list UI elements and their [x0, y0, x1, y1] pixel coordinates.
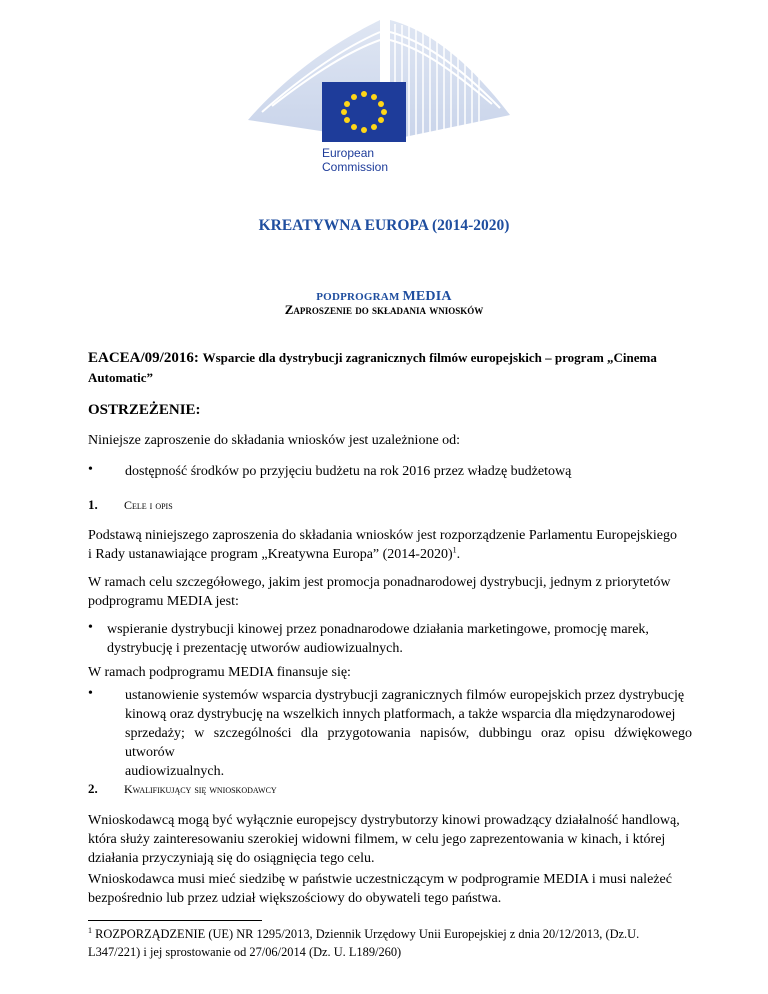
european-commission-logo — [0, 0, 768, 175]
footnote-separator — [88, 920, 262, 921]
footnote-ref: 1 — [452, 545, 457, 555]
section-2-paragraph-2: Wnioskodawca musi mieć siedzibę w państwie uczestniczącym w podprogramie MEDIA i musi należeć bezpośrednio lub przez udział większościowy do obywateli tego państwa. — [88, 872, 672, 906]
section-2-paragraph-1: Wnioskodawcą mogą być wyłącznie europejscy dystrybutorzy kinowi prowadzący działalność handlową, która służy zainteresowaniu szerokiej widowni filmem, w celu jego zaprezentowania w kinach, i której działania przyczyniają się do osiągnięcia tego celu. — [88, 813, 680, 866]
call-for-proposals-title: Zaproszenie do składania wniosków — [284, 302, 484, 317]
footnote: $^1$ ROZPORZĄDZENIE (UE) NR 1295/2013, Dziennik Urzędowy Unii Europejskiej z dnia 20/12/2013, (Dz.U. L347/221) i jej sprostowanie od 27/06/2014 (Dz. U. L189/260) — [88, 925, 640, 959]
bullet-icon: • — [88, 620, 93, 635]
bullet-icon: • — [88, 686, 93, 701]
section-1-bullet-2: ustanowienie systemów wsparcia dystrybucji zagranicznych filmów europejskich przez dystrybucję kinową oraz dystrybucję na wszelkich innych platformach, a także wsparcia dla międzynarodowej sprzedaży; w szczególności dla przygotowania napisów, dubbingu oraz opisu dźwiękowego utworów audiowizualnych. — [125, 688, 692, 779]
logo-text-commission: Commission — [322, 160, 389, 174]
section-1-bullet-1: wspieranie dystrybucji kinowej przez ponadnarodowe działania marketingowe, promocję marek, dystrybucję i prezentację utworów audiowizualnych. — [107, 622, 649, 656]
section-2-heading: 2. Kwalifikujący się wnioskodawcy — [88, 781, 277, 796]
logo-text-european: European — [322, 146, 375, 160]
program-title: KREATYWNA EUROPA (2014-2020) — [258, 217, 510, 234]
section-1-paragraph-1: Podstawą niniejszego zaproszenia do składania wniosków jest rozporządzenie Parlamentu Europejskiego i Rady ustanawiające program „Kreatywna Europa” (2014-2020)$^1$. — [88, 528, 677, 562]
section-1-heading: 1. Cele i opis — [88, 497, 173, 512]
call-reference: EACEA/09/2016: Wsparcie dla dystrybucji zagranicznych filmów europejskich – program „Cinema Automatic” — [88, 350, 657, 385]
section-1-paragraph-2: W ramach celu szczegółowego, jakim jest promocja ponadnarodowej dystrybucji, jednym z priorytetów podprogramu MEDIA jest: — [88, 575, 671, 609]
bullet-icon: • — [88, 462, 93, 477]
warning-intro: Niniejsze zaproszenie do składania wniosków jest uzależnione od: — [88, 433, 461, 448]
subprogram-title: PODPROGRAM MEDIA — [316, 289, 452, 304]
warning-bullet: dostępność środków po przyjęciu budżetu na rok 2016 przez władzę budżetową — [125, 464, 572, 479]
section-1-paragraph-3: W ramach podprogramu MEDIA finansuje się: — [88, 665, 351, 680]
warning-heading: OSTRZEŻENIE: — [88, 402, 201, 418]
